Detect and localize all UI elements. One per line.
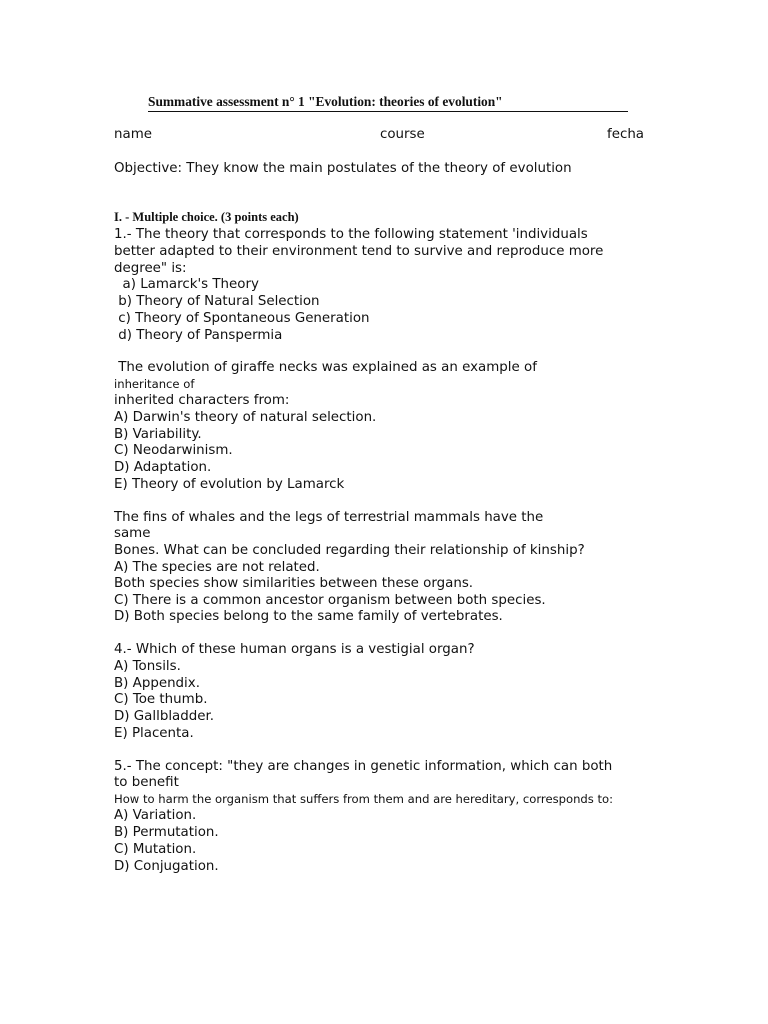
question-3-option: Both species show similarities between these organs.	[114, 576, 474, 591]
question-4-option: C) Toe thumb.	[114, 692, 208, 707]
question-1-line: better adapted to their environment tend to survive and reproduce more	[114, 244, 604, 259]
question-3-option: C) There is a common ancestor organism between both species.	[114, 593, 546, 608]
question-3-line: same	[114, 526, 151, 541]
question-4-option: E) Placenta.	[114, 726, 194, 741]
question-2-line: inherited characters from:	[114, 393, 290, 408]
assessment-title: Summative assessment n° 1 "Evolution: theories of evolution"	[148, 94, 628, 112]
question-5-option: D) Conjugation.	[114, 859, 219, 874]
question-1-line: 1.- The theory that corresponds to the following statement 'individuals	[114, 227, 588, 242]
question-2-option: D) Adaptation.	[114, 460, 212, 475]
question-1-option: b) Theory of Natural Selection	[114, 294, 320, 309]
question-3-line: Bones. What can be concluded regarding their relationship of kinship?	[114, 543, 585, 558]
question-5-line: to benefit	[114, 775, 179, 790]
question-4-option: B) Appendix.	[114, 676, 200, 691]
question-5-option: C) Mutation.	[114, 842, 197, 857]
question-1-option: c) Theory of Spontaneous Generation	[114, 311, 370, 326]
question-5-option: B) Permutation.	[114, 825, 219, 840]
section-heading: I. - Multiple choice. (3 points each)	[114, 210, 299, 224]
question-1-line: degree" is:	[114, 261, 187, 276]
course-label: course	[380, 127, 425, 142]
question-5-option: A) Variation.	[114, 808, 197, 823]
question-3-option: A) The species are not related.	[114, 560, 320, 575]
question-1-option: a) Lamarck's Theory	[114, 277, 259, 292]
question-2-option: B) Variability.	[114, 427, 202, 442]
question-3-option: D) Both species belong to the same family of vertebrates.	[114, 609, 503, 624]
question-2-option: C) Neodarwinism.	[114, 443, 233, 458]
question-1-option: d) Theory of Panspermia	[114, 328, 283, 343]
question-2-line: inheritance of	[114, 377, 195, 391]
objective-text: Objective: They know the main postulates of the theory of evolution	[114, 161, 572, 176]
question-5-line: How to harm the organism that suffers from them and are hereditary, corresponds to:	[114, 792, 614, 806]
date-label: fecha	[607, 127, 645, 142]
question-3-line: The fins of whales and the legs of terrestrial mammals have the	[114, 510, 544, 525]
question-2-option: A) Darwin's theory of natural selection.	[114, 410, 377, 425]
question-4-line: 4.- Which of these human organs is a vestigial organ?	[114, 642, 475, 657]
question-2-option: E) Theory of evolution by Lamarck	[114, 477, 345, 492]
question-2-line: The evolution of giraffe necks was explained as an example of	[114, 360, 537, 375]
name-label: name	[114, 127, 152, 142]
question-5-line: 5.- The concept: "they are changes in genetic information, which can both	[114, 759, 613, 774]
question-4-option: A) Tonsils.	[114, 659, 181, 674]
question-4-option: D) Gallbladder.	[114, 709, 215, 724]
